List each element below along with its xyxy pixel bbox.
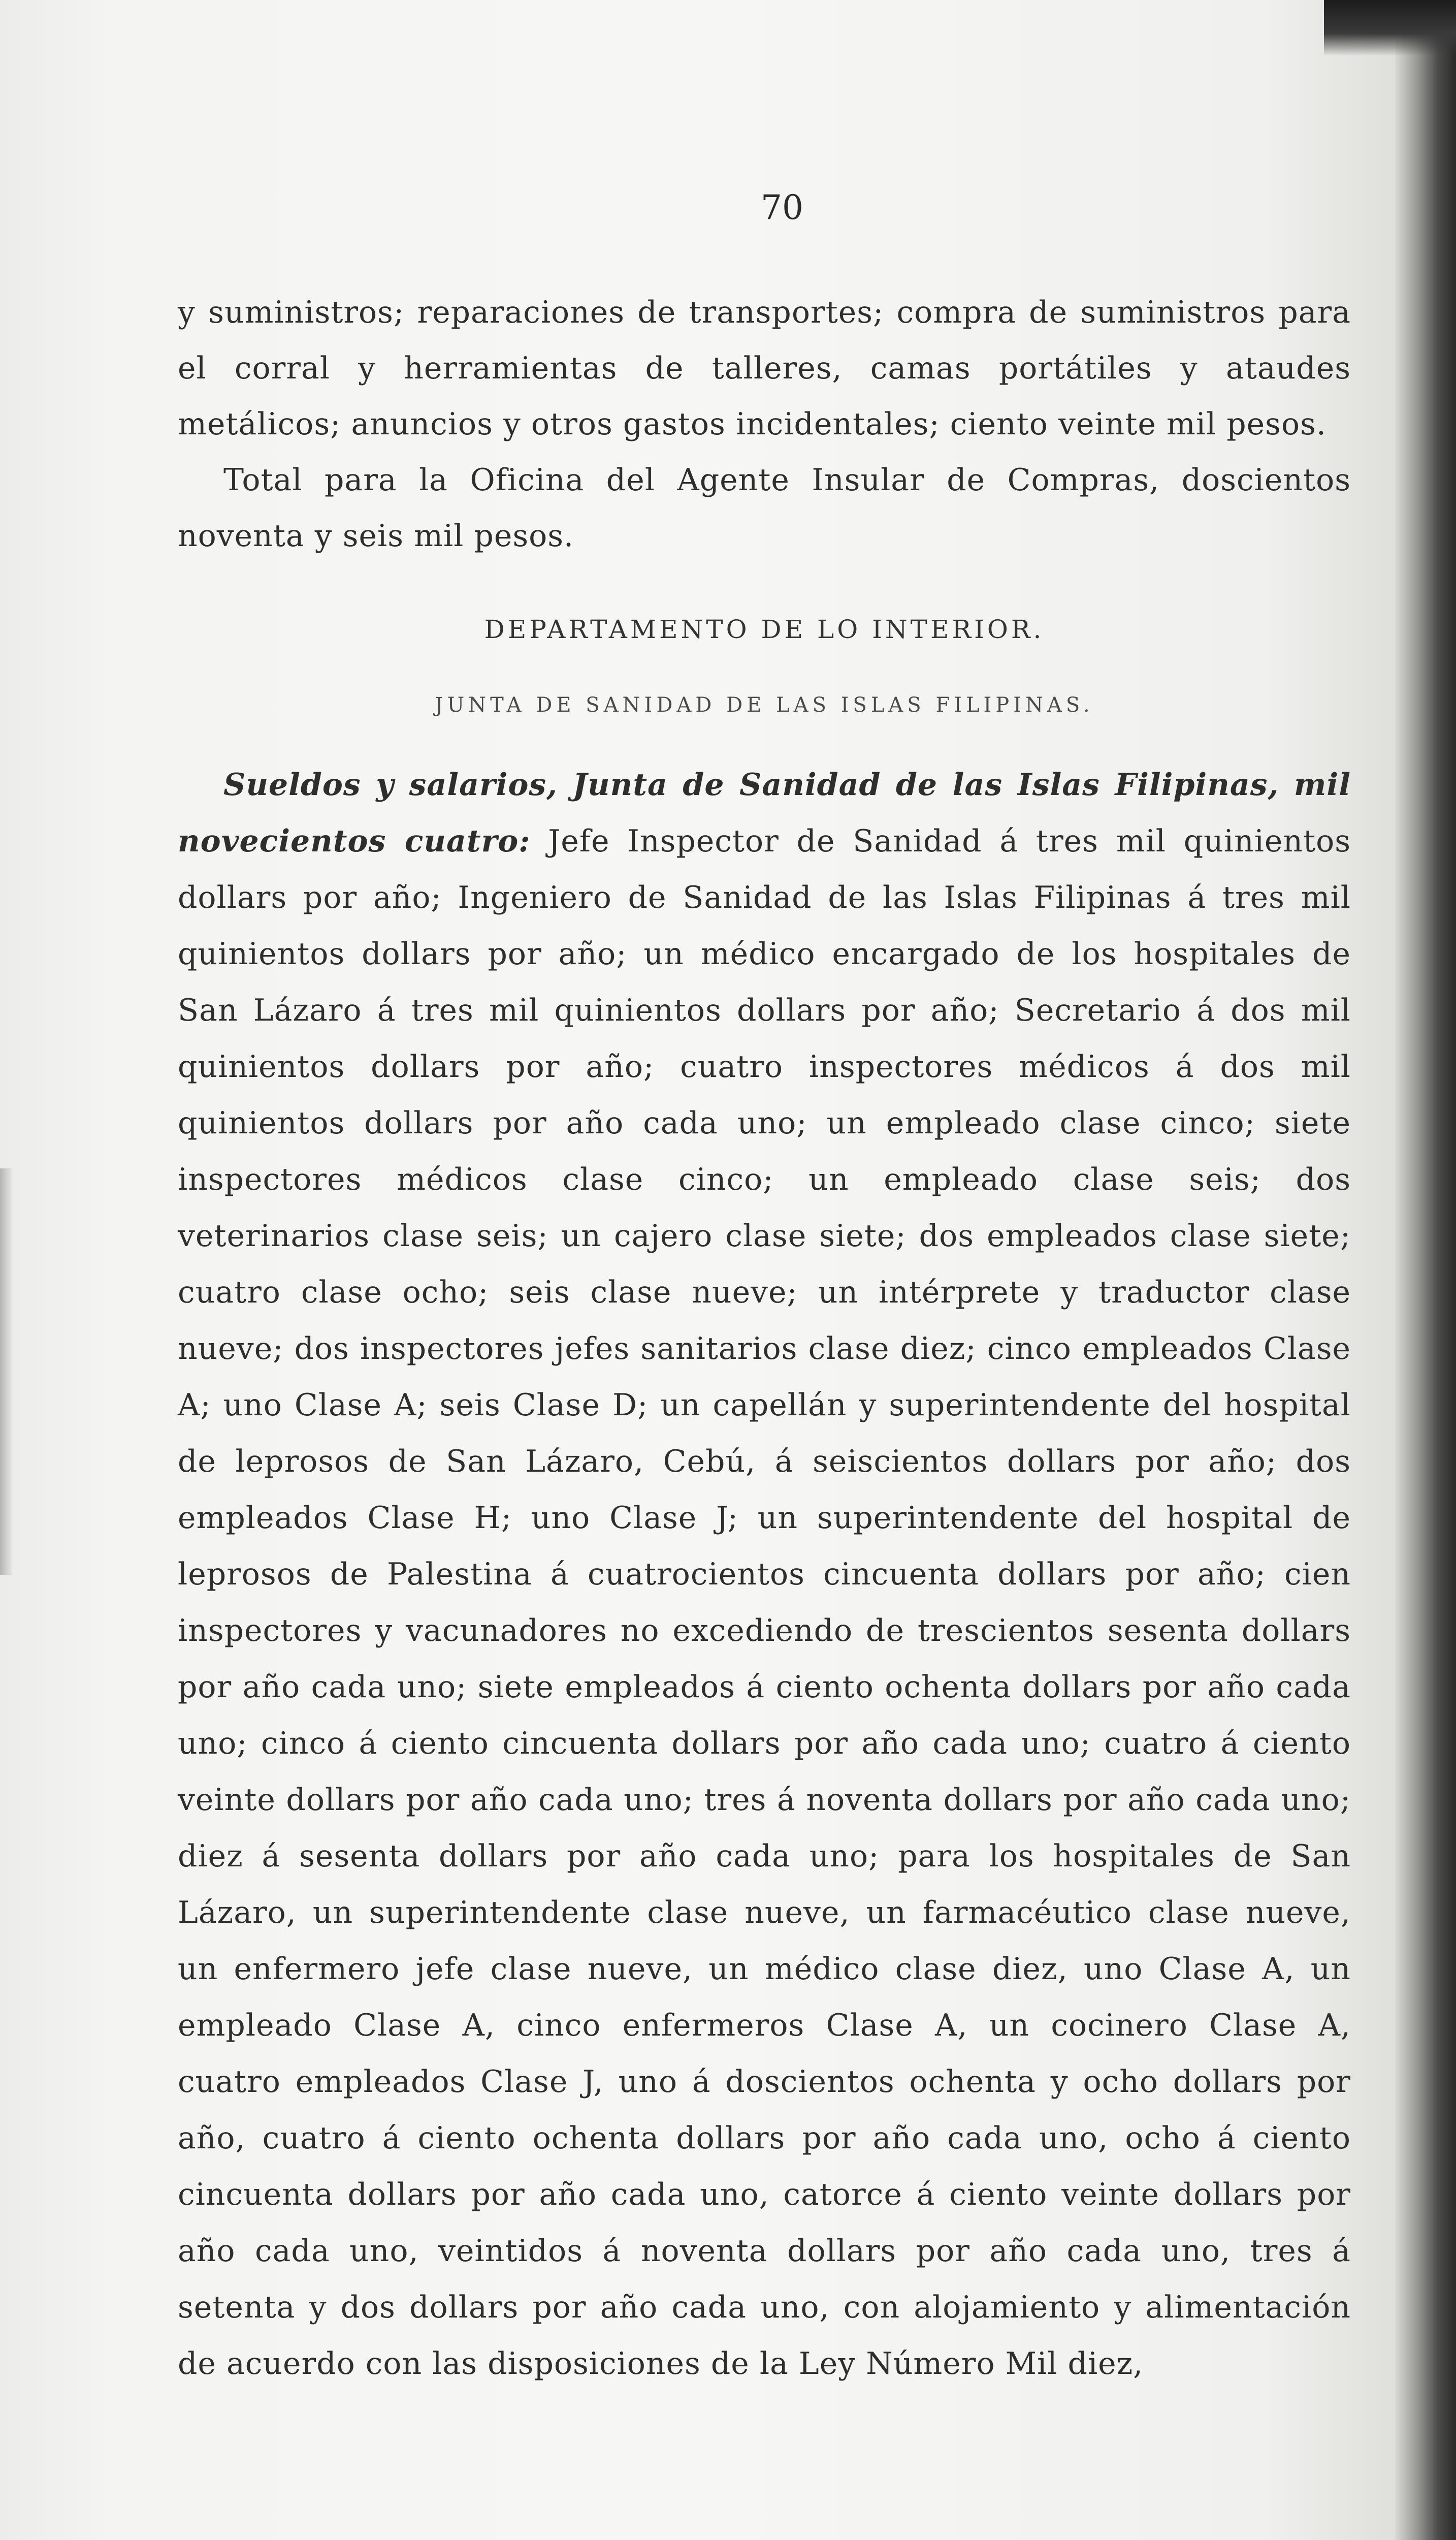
page-edge-shadow [0,1168,13,1575]
book-spine [1395,0,1456,2540]
salaries-section [178,757,1351,2392]
spine-top-shadow [1324,0,1456,56]
salaries-paragraph [178,757,1351,2392]
junta-heading: JUNTA DE SANIDAD DE LAS ISLAS FILIPINAS. [435,693,1094,717]
page-number: 70 [761,188,803,227]
salaries-text: Jefe Inspector de Sanidad á tres mil quinientos dollars por año; Ingeniero de Sanidad de las Islas Filipinas á tres mil quinientos dollars por año; un médico encargado de los hospitales de San Lázaro á tres mil quinientos dollars por año; Secretario á dos mil quinientos dollars por año; cuatro inspectores médicos á dos mil quinientos dollars por año cada uno; un empleado clase cinco; siete inspectores médicos clase cinco; un empleado clase seis; dos veterinarios clase seis; un cajero clase siete; dos empleados clase siete; cuatro clase ocho; seis clase nueve; un intérprete y traductor clase nueve; dos inspectores jefes sanitarios clase diez; cinco empleados Clase A; uno Clase A; seis Clase D; un capellán y superintendente del hospital de leprosos de San Lázaro, Cebú, á seiscientos dollars por año; dos empleados Clase H; uno Clase J; un superintendente del hospital de leprosos de Palestina á cuatrocientos cincuenta dollars por año; cien inspectores y vacunadores no excediendo de trescientos sesenta dollars por año cada uno; siete empleados á ciento ochenta dollars por año cada uno; cinco á ciento cincuenta dollars por año cada uno; cuatro á ciento veinte dollars por año cada uno; tres á noventa dollars por año cada uno; diez á sesenta dollars por año cada uno; para los hospitales de San Lázaro, un superintendente clase nueve, un farmacéutico clase nueve, un enfermero jefe clase nueve, un médico clase diez, uno Clase A, un empleado Clase A, cinco enfermeros Clase A, un cocinero Clase A, cuatro empleados Clase J, uno á doscientos ochenta y ocho dollars por año, cuatro á ciento ochenta dollars por año cada uno, ocho á ciento cincuenta dollars por año cada uno, catorce á ciento veinte dollars por año cada uno, veintidos á noventa dollars por año cada uno, tres á setenta y dos dollars por año cada uno, con alojamiento y alimentación de acuerdo con las disposiciones de la Ley Número Mil diez, [178,823,1351,2382]
continuation-text [178,284,1351,564]
total-paragraph: Total para la Oficina del Agente Insular de Compras, doscientos noventa y seis mil pesos. [178,462,1351,554]
department-heading: DEPARTAMENTO DE LO INTERIOR. [484,615,1045,644]
salaries-lead: Sueldos y salarios, Junta de Sanidad de las Islas Filipinas, mil novecientos cuatro: [178,767,1351,859]
continuation-paragraph: y suministros; reparaciones de transportes; compra de suministros para el corral y herramientas de talleres, camas portátiles y ataudes metálicos; anuncios y otros gastos incidentales; ciento veinte mil pesos. [178,295,1351,442]
